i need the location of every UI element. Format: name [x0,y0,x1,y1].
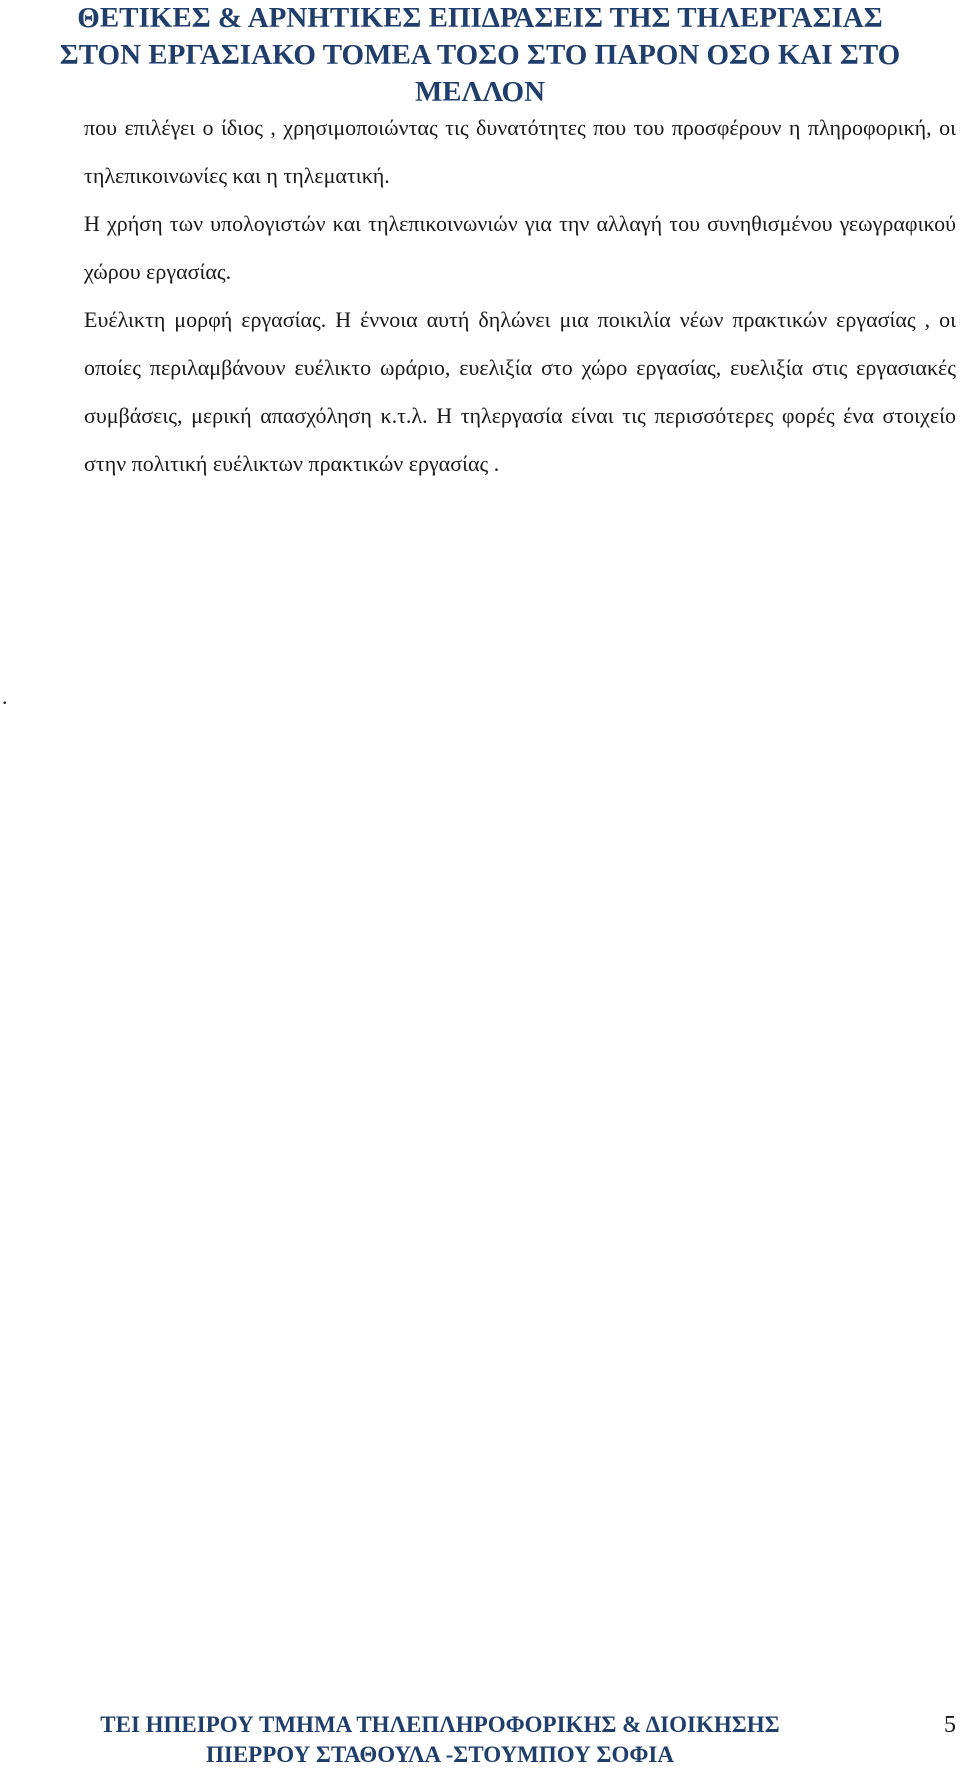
footer-line-2: ΠΙΕΡΡΟΥ ΣΤΑΘΟΥΛΑ -ΣΤΟΥΜΠΟΥ ΣΟΦΙΑ [206,1742,674,1767]
page-number: 5 [944,1712,956,1738]
footer-text [0,1710,880,1770]
paragraph-1: που επιλέγει ο ίδιος , χρησιμοποιώντας τις δυνατότητες που του προσφέρουν η πληροφορική, οι τηλεπικοινωνίες και η τηλεματική. [84,115,956,188]
header-title-line-2: ΣΤΟΝ ΕΡΓΑΣΙΑΚΟ ΤΟΜΕΑ ΤΟΣΟ ΣΤΟ ΠΑΡΟΝ ΟΣΟ ΚΑΙ ΣΤΟ [59,39,901,71]
header-title-line-3: ΜΕΛΛΟΝ [414,76,546,108]
page-footer [0,1710,960,1770]
stray-period-mark: . [2,684,8,709]
document-body [84,104,956,488]
paragraph-3: Ευέλικτη μορφή εργασίας. Η έννοια αυτή δηλώνει μια ποικιλία νέων πρακτικών εργασίας , οι οποίες περιλαμβάνουν ευέλικτο ωράριο, ευελιξία στο χώρο εργασίας, ευελιξία στις εργασιακές συμβάσεις, μερική απασχόληση κ.τ.λ. Η τηλεργασία είναι τις περισσότερες φορές ένα στοιχείο στην πολιτική ευέλικτων πρακτικών εργασίας . [84,307,956,476]
footer-line-1: ΤΕΙ ΗΠΕΙΡΟΥ ΤΜΗΜΑ ΤΗΛΕΠΛΗΡΟΦΟΡΙΚΗΣ & ΔΙΟΙΚΗΣΗΣ [100,1712,780,1737]
paragraph-2: Η χρήση των υπολογιστών και τηλεπικοινωνιών για την αλλαγή του συνηθισμένου γεωγραφικού χώρου εργασίας. [84,211,956,284]
header-title-line-1: ΘΕΤΙΚΕΣ & ΑΡΝΗΤΙΚΕΣ ΕΠΙΔΡΑΣΕΙΣ ΤΗΣ ΤΗΛΕΡΓΑΣΙΑΣ [77,2,883,34]
page-header [0,0,960,111]
